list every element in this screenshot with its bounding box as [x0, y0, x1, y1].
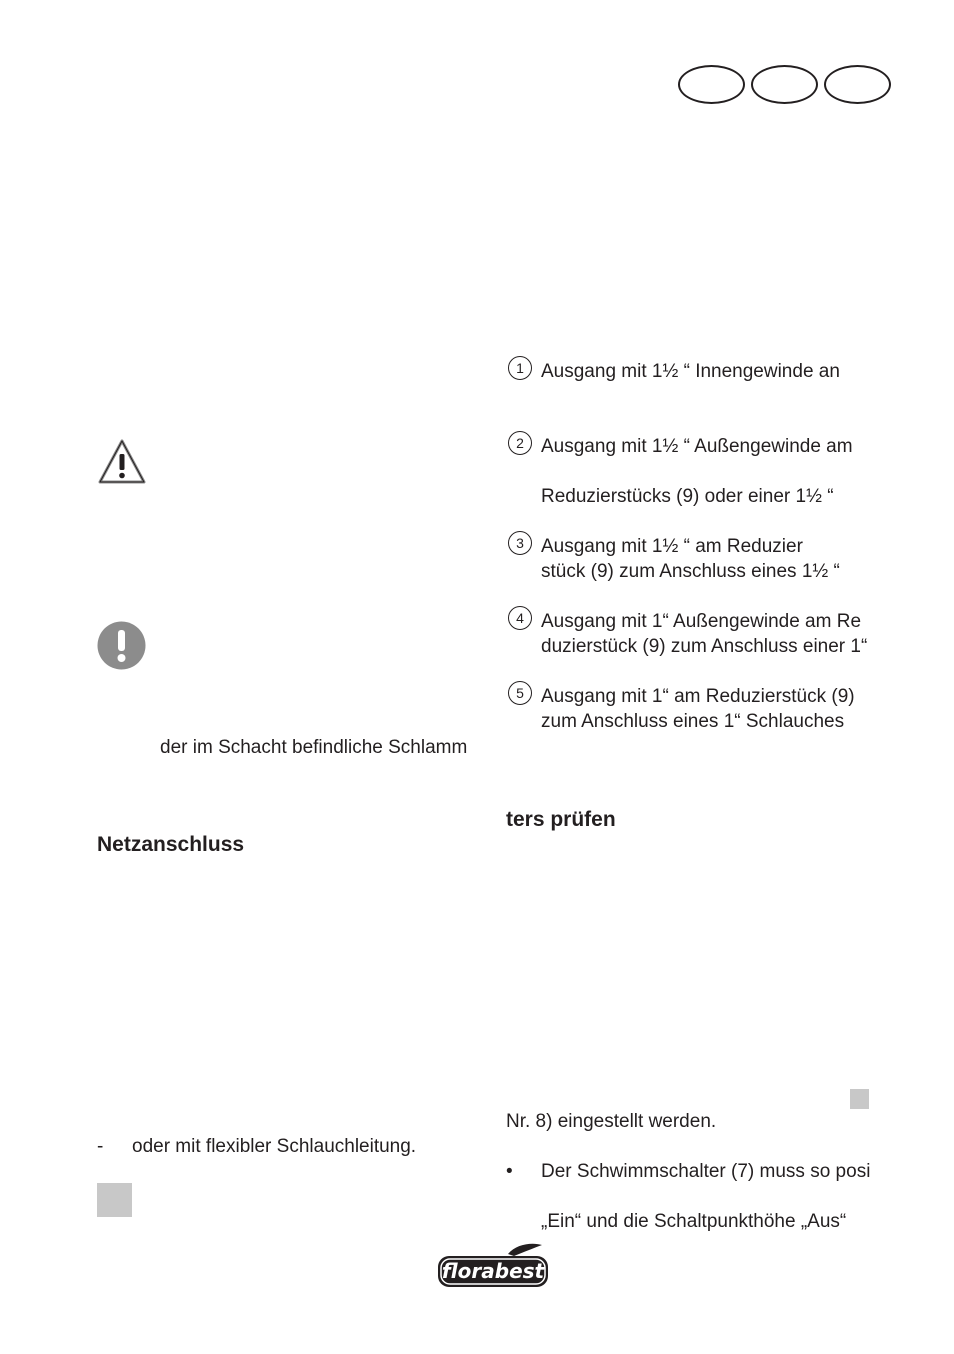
bullet-list-item: Der Schwimmschalter (7) muss so posi: [541, 1161, 871, 1182]
list-item-text: Ausgang mit 1½ “ Innengewinde an: [541, 361, 840, 382]
dash-marker: -: [97, 1136, 104, 1157]
language-oval: [751, 65, 818, 104]
number-circle-icon: 1: [508, 356, 532, 380]
number-circle-icon: 5: [508, 681, 532, 705]
list-item-text: Reduzierstücks (9) oder einer 1½ “: [541, 486, 834, 507]
dash-list-item: oder mit flexibler Schlauchleitung.: [132, 1136, 417, 1157]
list-item-text: stück (9) zum Anschluss eines 1½ “: [541, 561, 840, 582]
gray-marker-square: [850, 1089, 869, 1109]
list-item-text: zum Anschluss eines 1“ Schlauches: [541, 711, 845, 732]
bullet-marker: •: [506, 1161, 513, 1182]
list-item-text: Ausgang mit 1½ “ am Reduzier: [541, 536, 803, 557]
number-circle-icon: 2: [508, 431, 532, 455]
info-exclamation-icon: [97, 621, 146, 670]
language-oval: [824, 65, 891, 104]
body-text-line: der im Schacht befindliche Schlamm: [160, 737, 468, 758]
section-heading-float-switch: ters prüfen: [506, 808, 616, 831]
language-ovals: [678, 65, 891, 104]
bullet-list-item-continuation: „Ein“ und die Schaltpunkthöhe „Aus“: [541, 1211, 847, 1232]
logo-wordmark: florabest: [441, 1259, 545, 1283]
number-circle-icon: 3: [508, 531, 532, 555]
language-oval: [678, 65, 745, 104]
list-item-text: Ausgang mit 1½ “ Außengewinde am: [541, 436, 853, 457]
warning-triangle-icon: [97, 438, 147, 486]
list-item-text: Ausgang mit 1“ Außengewinde am Re: [541, 611, 862, 632]
number-circle-icon: 4: [508, 606, 532, 630]
list-item-text: Ausgang mit 1“ am Reduzierstück (9): [541, 686, 855, 707]
section-heading-netzanschluss: Netzanschluss: [97, 833, 245, 856]
body-text-line: Nr. 8) eingestellt werden.: [506, 1111, 717, 1132]
gray-marker-square: [97, 1183, 132, 1217]
list-item-text: duzierstück (9) zum Anschluss einer 1“: [541, 636, 868, 657]
florabest-logo: [436, 1242, 550, 1290]
